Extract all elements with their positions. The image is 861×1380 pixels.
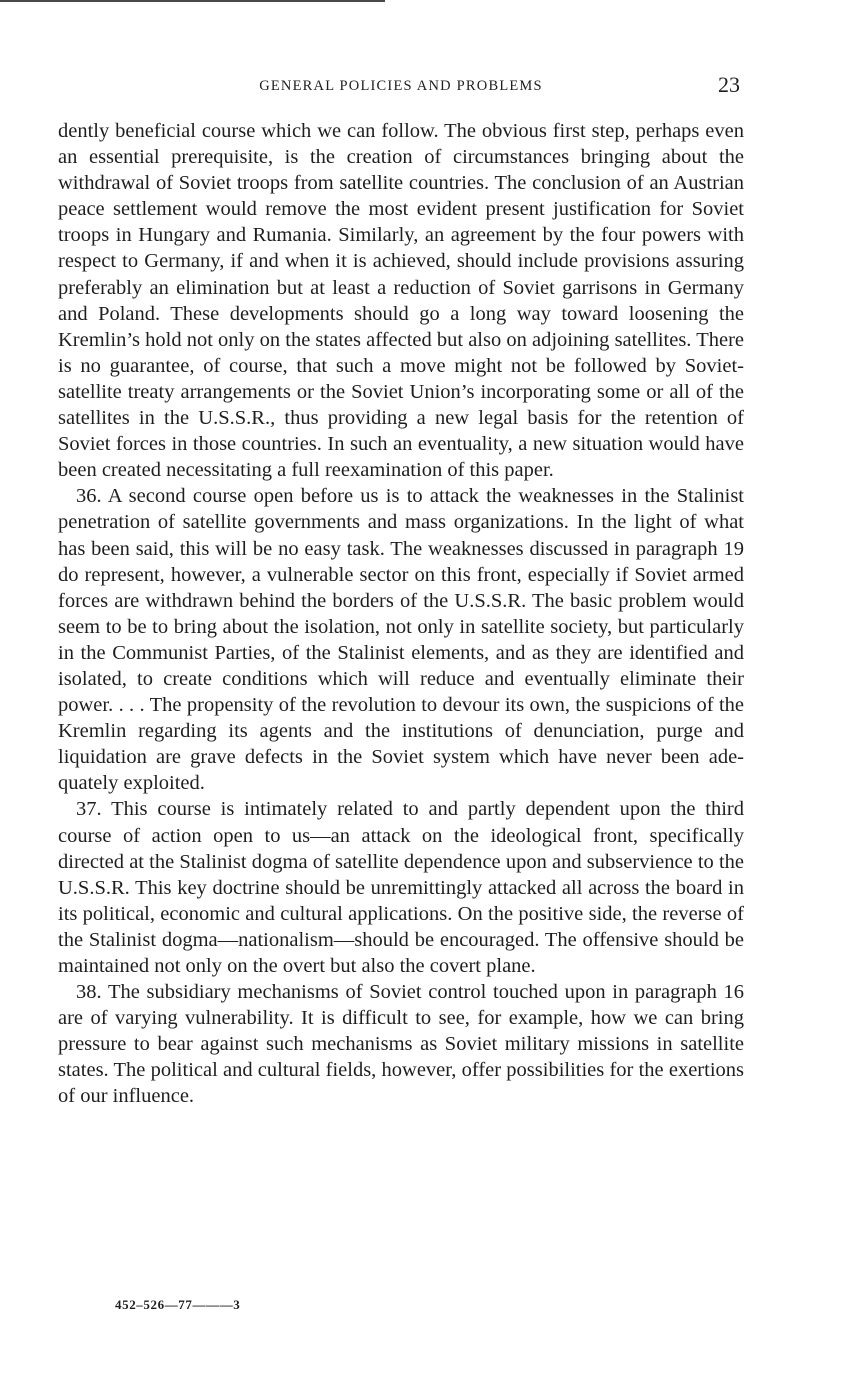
paragraph-number: 37. (76, 798, 102, 821)
page-number: 23 (718, 72, 740, 97)
running-title: GENERAL POLICIES AND PROBLEMS (259, 78, 543, 94)
paragraph-36 (58, 483, 744, 796)
paragraph-text: A second course open before us is to attack the weaknesses in the Stalinist penetration of satellite governments and mass organizations. In the light of what has been said, this will be no easy task. The weaknesses discussed in paragraph 19 do represent, however, a vulnerable sector on this front, especially if Soviet armed forces are withdrawn behind the borders of the U.S.S.R. The basic problem would seem to be to bring about the isolation, not only in satellite society, but particularly in the Communist Parties, of the Stalinist elements, and as they are identified and isolated, to create conditions which will reduce and eventually eliminate their power. . . . The propensity of the revolution to devour its own, the suspicions of the Kremlin regarding its agents and the institutions of denunciation, purge and liquidation are grave defects in the Soviet system which have never been adequately exploited. (58, 485, 744, 795)
top-rule (0, 0, 385, 2)
paragraph-text: This course is intimately related to and partly dependent upon the third course of action open to us—an attack on the ideological front, specifically directed at the Stalinist dogma of satellite dependence upon and subservience to the U.S.S.R. This key doctrine should be unremittingly attacked all across the board in its political, economic and cultural applications. On the positive side, the reverse of the Stalinist dogma—nationalism—should be encouraged. The offensive should be maintained not only on the overt but also the covert plane. (58, 798, 744, 977)
paragraph-37 (58, 796, 744, 979)
paragraph-number: 36. (76, 485, 102, 508)
paragraph-38 (58, 979, 744, 1109)
running-head (58, 72, 744, 102)
paragraph-continued (58, 118, 744, 483)
paragraph-text: dently beneficial course which we can follow. The obvious first step, perhaps even an essential prerequisite, is the creation of circumstances bringing about the withdrawal of Soviet troops from satellite countries. The conclusion of an Austrian peace settlement would remove the most evident present justification for Soviet troops in Hungary and Rumania. Similarly, an agreement by the four powers with respect to Germany, if and when it is achieved, should include provisions assuring preferably an elimination but at least a reduction of Soviet garrisons in Germany and Poland. These developments should go a long way toward loosening the Kremlin’s hold not only on the states affected but also on adjoining satellites. There is no guarantee, of course, that such a move might not be followed by Soviet-satellite treaty arrangements or the Soviet Union’s incorporating some or all of the satellites in the U.S.S.R., thus providing a new legal basis for the retention of Soviet forces in those countries. In such an eventuality, a new situation would have been created necessitating a full reexamination of this paper. (58, 120, 744, 482)
paragraph-number: 38. (76, 981, 102, 1004)
paragraph-text: The subsidiary mechanisms of Soviet control touched upon in paragraph 16 are of varying vulnerability. It is difficult to see, for example, how we can bring pressure to bear against such mechanisms as Soviet military missions in satellite states. The political and cultural fields, however, offer possibilities for the exertions of our influence. (58, 981, 744, 1108)
body-text (58, 118, 744, 1110)
printer-signature-code: 452–526—77———3 (115, 1297, 241, 1312)
